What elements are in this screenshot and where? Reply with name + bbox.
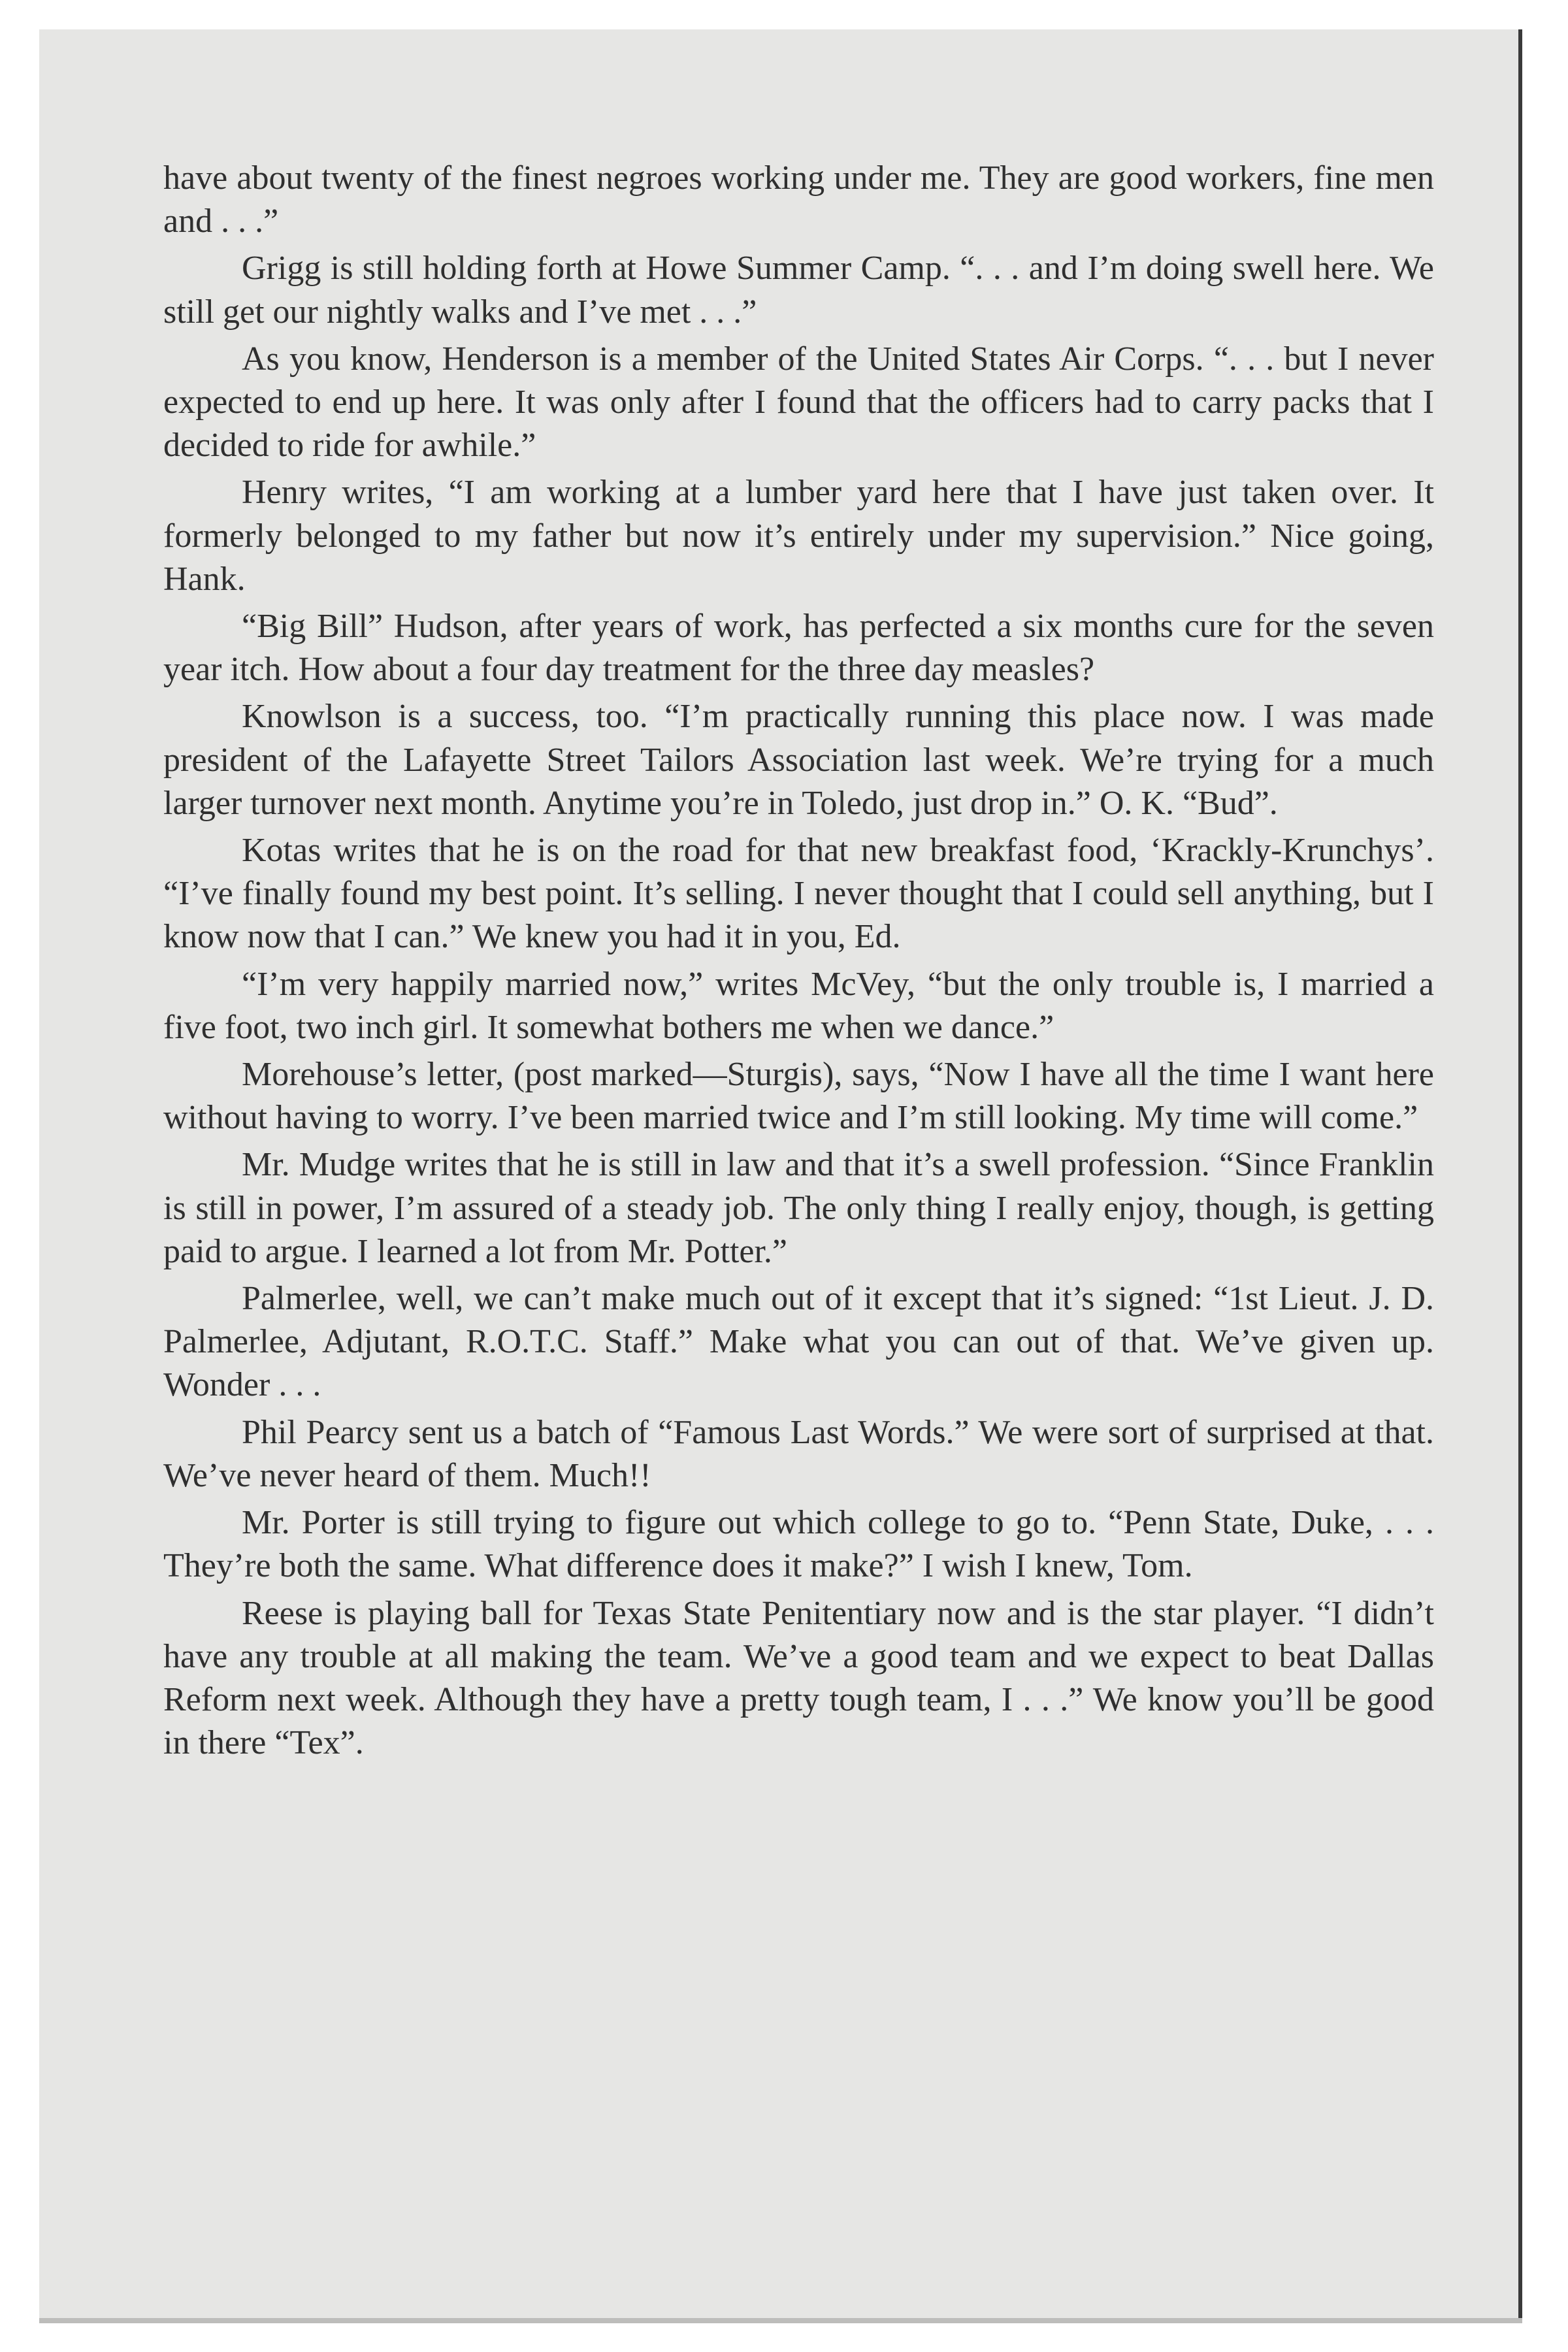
paragraph-porter: Mr. Porter is still trying to figure out which college to go to. “Penn State, Duke, . . . They’re both the same. What difference does it make?” I wish I knew, Tom. bbox=[163, 1504, 1434, 1585]
paragraph-knowlson: Knowlson is a success, too. “I’m practically running this place now. I was made president of the Lafayette Street Tailors Association last week. We’re trying for a much larger turnover next month. Anytime you’re in Toledo, just drop in.” O. K. “Bud”. bbox=[163, 698, 1434, 822]
paragraph-hudson: “Big Bill” Hudson, after years of work, has perfected a six months cure for the seven year itch. How about a four day treatment for the three day measles? bbox=[163, 608, 1434, 689]
paragraph-pearcy: Phil Pearcy sent us a batch of “Famous Last Words.” We were sort of surprised at that. We’ve never heard of them. Much!! bbox=[163, 1413, 1434, 1494]
paragraph-mcvey: “I’m very happily married now,” writes McVey, “but the only trouble is, I married a five foot, two inch girl. It somewhat bothers me when we dance.” bbox=[163, 965, 1434, 1046]
paragraph-henderson: As you know, Henderson is a member of the United States Air Corps. “. . . but I never expected to end up here. It was only after I found that the officers had to carry packs that I decided to ride for awhile.” bbox=[163, 340, 1434, 465]
paragraph-kotas: Kotas writes that he is on the road for that new breakfast food, ‘Krackly-Krunchys’. “I’ve finally found my best point. It’s selling. I never thought that I could sell anything, but I know now that I can.” We knew you had it in you, Ed. bbox=[163, 832, 1434, 956]
paragraph-morehouse: Morehouse’s letter, (post marked—Sturgis), says, “Now I have all the time I want here without having to worry. I’ve been married twice and I’m still looking. My time will come.” bbox=[163, 1056, 1434, 1137]
paragraph-henry: Henry writes, “I am working at a lumber yard here that I have just taken over. It formerly belonged to my father but now it’s entirely under my supervision.” Nice going, Hank. bbox=[163, 474, 1434, 598]
paragraph-grigg: Grigg is still holding forth at Howe Summer Camp. “. . . and I’m doing swell here. We still get our nightly walks and I’ve met . . .” bbox=[163, 250, 1434, 331]
paragraph-twenty-negroes: have about twenty of the finest negroes working under me. They are good workers, fine men and . . .” bbox=[163, 159, 1434, 240]
article-body bbox=[163, 157, 1434, 1769]
page-edge-shadow bbox=[39, 2318, 1522, 2323]
paragraph-palmerlee: Palmerlee, well, we can’t make much out of it except that it’s signed: “1st Lieut. J. D. Palmerlee, Adjutant, R.O.T.C. Staff.” Make what you can out of that. We’ve given up. Wonder . . . bbox=[163, 1280, 1434, 1404]
paragraph-reese: Reese is playing ball for Texas State Penitentiary now and is the star player. “I didn’t have any trouble at all making the team. We’ve a good team and we expect to beat Dallas Reform next week. Although they have a pretty tough team, I . . .” We know you’ll be good in there “Tex”. bbox=[163, 1594, 1434, 1762]
paragraph-mudge: Mr. Mudge writes that he is still in law and that it’s a swell profession. “Since Franklin is still in power, I’m assured of a steady job. The only thing I really enjoy, though, is getting paid to argue. I learned a lot from Mr. Potter.” bbox=[163, 1146, 1434, 1270]
